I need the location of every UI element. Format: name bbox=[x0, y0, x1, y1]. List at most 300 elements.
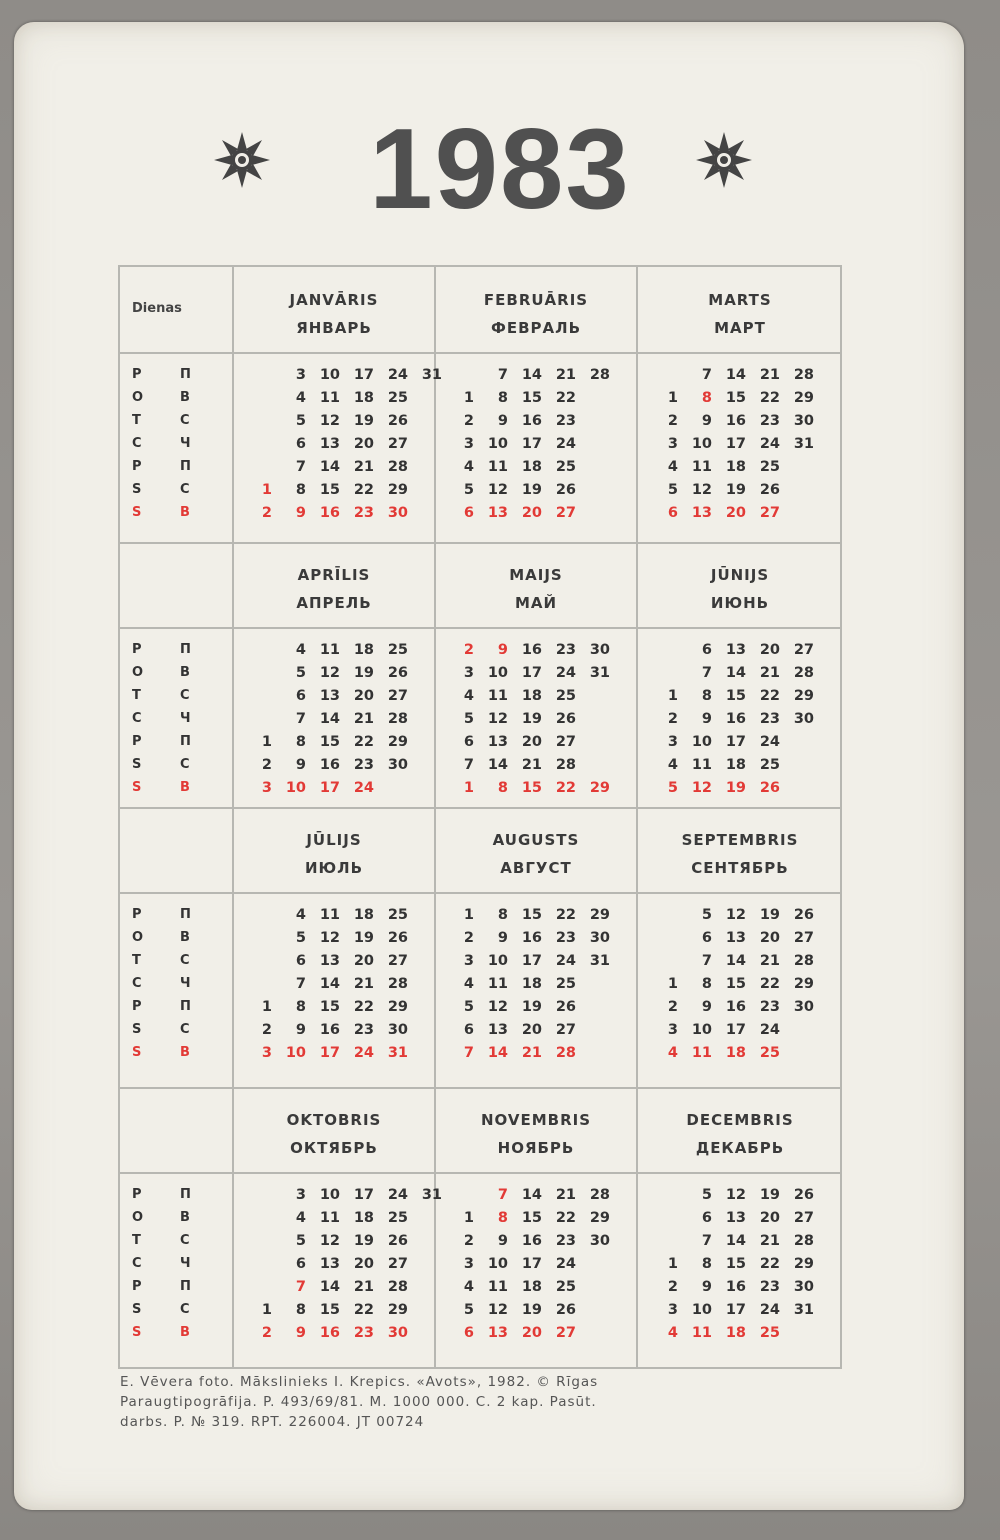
day-number: 26 bbox=[555, 482, 576, 498]
day-number: 12 bbox=[487, 1302, 508, 1318]
day-number: 30 bbox=[387, 1325, 408, 1341]
week-row bbox=[652, 1022, 848, 1042]
day-number: 11 bbox=[319, 1210, 340, 1226]
grid-divider bbox=[120, 627, 840, 629]
day-number: 25 bbox=[555, 459, 576, 475]
week-row bbox=[448, 642, 644, 662]
day-number: 13 bbox=[691, 505, 712, 521]
weekday-lv: S bbox=[132, 1325, 142, 1340]
day-number: 7 bbox=[701, 953, 712, 969]
month-name-lv: OKTOBRIS bbox=[286, 1111, 382, 1129]
day-number: 25 bbox=[387, 642, 408, 658]
day-number: 20 bbox=[759, 642, 780, 658]
day-number: 19 bbox=[353, 1233, 374, 1249]
week-row bbox=[448, 1256, 644, 1276]
week-row bbox=[652, 482, 848, 502]
day-number: 5 bbox=[667, 482, 678, 498]
day-number: 21 bbox=[759, 367, 780, 383]
day-number: 27 bbox=[793, 930, 814, 946]
week-row bbox=[246, 642, 442, 662]
day-number: 7 bbox=[497, 367, 508, 383]
day-number: 3 bbox=[667, 734, 678, 750]
day-number: 13 bbox=[487, 505, 508, 521]
month-name-ru: ДЕКАБРЬ bbox=[695, 1139, 785, 1157]
day-number: 4 bbox=[667, 1045, 678, 1061]
day-number: 26 bbox=[793, 1187, 814, 1203]
day-number: 28 bbox=[793, 1233, 814, 1249]
weekday-label bbox=[120, 688, 200, 708]
day-number: 6 bbox=[463, 1325, 474, 1341]
day-number: 13 bbox=[487, 1325, 508, 1341]
day-number: 8 bbox=[701, 688, 712, 704]
weekday-ru: П bbox=[180, 367, 191, 382]
day-number: 11 bbox=[487, 976, 508, 992]
day-number: 29 bbox=[387, 999, 408, 1015]
month-name-lv: NOVEMBRIS bbox=[480, 1111, 592, 1129]
weekday-ru: П bbox=[180, 642, 191, 657]
day-number: 28 bbox=[387, 976, 408, 992]
day-number: 25 bbox=[759, 1045, 780, 1061]
day-number: 18 bbox=[353, 1210, 374, 1226]
weekday-lv: P bbox=[132, 1187, 142, 1202]
day-number: 2 bbox=[261, 1022, 272, 1038]
day-number: 24 bbox=[555, 436, 576, 452]
week-row bbox=[246, 1233, 442, 1253]
day-number: 27 bbox=[387, 436, 408, 452]
weekday-ru: С bbox=[180, 1302, 190, 1317]
day-number: 12 bbox=[725, 907, 746, 923]
day-number: 6 bbox=[667, 505, 678, 521]
day-number: 11 bbox=[487, 1279, 508, 1295]
day-number: 27 bbox=[387, 1256, 408, 1272]
weekday-label bbox=[120, 907, 200, 927]
weekday-label bbox=[120, 459, 200, 479]
day-number: 21 bbox=[555, 1187, 576, 1203]
day-number: 8 bbox=[295, 482, 306, 498]
day-number: 5 bbox=[463, 999, 474, 1015]
day-number: 7 bbox=[701, 1233, 712, 1249]
day-number: 26 bbox=[555, 711, 576, 727]
day-number: 6 bbox=[295, 1256, 306, 1272]
week-row bbox=[246, 976, 442, 996]
week-row bbox=[652, 1302, 848, 1322]
day-number: 10 bbox=[319, 367, 340, 383]
weekday-label bbox=[120, 482, 200, 502]
day-number: 16 bbox=[521, 930, 542, 946]
day-number: 27 bbox=[759, 505, 780, 521]
month-name-lv: JŪNIJS bbox=[710, 566, 770, 584]
weekday-ru: С bbox=[180, 757, 190, 772]
sun-ornament-icon bbox=[694, 130, 754, 190]
day-number: 4 bbox=[295, 390, 306, 406]
week-row bbox=[246, 757, 442, 777]
day-number: 11 bbox=[487, 688, 508, 704]
day-number: 4 bbox=[295, 1210, 306, 1226]
grid-divider bbox=[120, 352, 840, 354]
day-number: 10 bbox=[487, 665, 508, 681]
day-number: 3 bbox=[667, 1022, 678, 1038]
day-number: 11 bbox=[691, 757, 712, 773]
week-row bbox=[448, 505, 644, 525]
day-number: 20 bbox=[759, 1210, 780, 1226]
week-row bbox=[652, 999, 848, 1019]
day-number: 5 bbox=[295, 1233, 306, 1249]
day-number: 12 bbox=[319, 413, 340, 429]
weekday-lv: O bbox=[132, 1210, 144, 1225]
day-number: 7 bbox=[463, 757, 474, 773]
day-number: 12 bbox=[691, 780, 712, 796]
day-number: 31 bbox=[589, 953, 610, 969]
weekday-label bbox=[120, 976, 200, 996]
month-name-lv: JŪLIJS bbox=[306, 831, 362, 849]
day-number: 7 bbox=[295, 1279, 306, 1295]
week-row bbox=[448, 436, 644, 456]
day-number: 17 bbox=[353, 1187, 374, 1203]
day-number: 22 bbox=[353, 734, 374, 750]
day-number: 21 bbox=[759, 665, 780, 681]
weekday-lv: S bbox=[132, 1022, 142, 1037]
day-number: 9 bbox=[701, 999, 712, 1015]
day-number: 28 bbox=[387, 711, 408, 727]
weekday-lv: T bbox=[132, 1233, 141, 1248]
imprint-line: darbs. P. № 319. RPT. 226004. JT 00724 bbox=[120, 1414, 425, 1430]
day-number: 4 bbox=[667, 459, 678, 475]
week-row bbox=[448, 757, 644, 777]
day-number: 1 bbox=[667, 1256, 678, 1272]
weekday-lv: S bbox=[132, 482, 142, 497]
weekday-label bbox=[120, 1022, 200, 1042]
week-row bbox=[246, 1279, 442, 1299]
month-name-ru: АВГУСТ bbox=[500, 859, 572, 877]
weekday-ru: П bbox=[180, 999, 191, 1014]
day-number: 8 bbox=[497, 1210, 508, 1226]
day-number: 12 bbox=[487, 711, 508, 727]
weekday-lv: O bbox=[132, 390, 144, 405]
week-row bbox=[246, 688, 442, 708]
month-header bbox=[234, 291, 434, 337]
day-number: 3 bbox=[261, 1045, 272, 1061]
weekday-label bbox=[120, 1210, 200, 1230]
day-number: 30 bbox=[793, 999, 814, 1015]
week-row bbox=[448, 907, 644, 927]
weekday-label bbox=[120, 734, 200, 754]
week-row bbox=[652, 642, 848, 662]
day-number: 26 bbox=[387, 1233, 408, 1249]
day-number: 25 bbox=[387, 390, 408, 406]
month-name-ru: МАРТ bbox=[714, 319, 766, 337]
day-number: 28 bbox=[589, 1187, 610, 1203]
weekday-label bbox=[120, 1187, 200, 1207]
day-number: 25 bbox=[387, 907, 408, 923]
day-number: 14 bbox=[521, 1187, 542, 1203]
week-row bbox=[448, 734, 644, 754]
week-row bbox=[448, 482, 644, 502]
weekday-ru: П bbox=[180, 1279, 191, 1294]
day-number: 12 bbox=[691, 482, 712, 498]
day-number: 26 bbox=[555, 1302, 576, 1318]
day-number: 14 bbox=[725, 665, 746, 681]
day-number: 29 bbox=[387, 734, 408, 750]
day-number: 14 bbox=[725, 1233, 746, 1249]
day-number: 3 bbox=[463, 953, 474, 969]
weekday-ru: В bbox=[180, 665, 190, 680]
day-number: 1 bbox=[261, 999, 272, 1015]
day-number: 14 bbox=[487, 1045, 508, 1061]
weekday-label bbox=[120, 711, 200, 731]
week-row bbox=[652, 1187, 848, 1207]
week-row bbox=[652, 413, 848, 433]
day-number: 5 bbox=[463, 1302, 474, 1318]
day-number: 30 bbox=[589, 642, 610, 658]
day-number: 11 bbox=[691, 1325, 712, 1341]
weekday-lv: T bbox=[132, 953, 141, 968]
month-name-lv: APRĪLIS bbox=[297, 566, 371, 584]
week-row bbox=[652, 976, 848, 996]
weekday-lv: C bbox=[132, 436, 142, 451]
day-number: 23 bbox=[759, 413, 780, 429]
day-number: 25 bbox=[387, 1210, 408, 1226]
day-number: 28 bbox=[793, 665, 814, 681]
week-row bbox=[448, 390, 644, 410]
day-number: 27 bbox=[555, 505, 576, 521]
day-number: 30 bbox=[387, 757, 408, 773]
day-number: 6 bbox=[463, 505, 474, 521]
day-number: 30 bbox=[589, 930, 610, 946]
day-number: 5 bbox=[463, 711, 474, 727]
day-number: 15 bbox=[521, 1210, 542, 1226]
day-number: 25 bbox=[759, 459, 780, 475]
weekday-ru: С bbox=[180, 482, 190, 497]
day-number: 24 bbox=[387, 1187, 408, 1203]
days-header: Dienas bbox=[132, 301, 182, 316]
day-number: 15 bbox=[725, 1256, 746, 1272]
day-number: 9 bbox=[701, 1279, 712, 1295]
day-number: 24 bbox=[387, 367, 408, 383]
day-number: 16 bbox=[725, 1279, 746, 1295]
day-number: 15 bbox=[319, 1302, 340, 1318]
month-header bbox=[436, 566, 636, 612]
day-number: 2 bbox=[667, 1279, 678, 1295]
day-number: 13 bbox=[319, 953, 340, 969]
week-row bbox=[448, 1233, 644, 1253]
weekday-lv: P bbox=[132, 1279, 142, 1294]
day-number: 17 bbox=[521, 436, 542, 452]
weekday-label bbox=[120, 367, 200, 387]
day-number: 24 bbox=[555, 665, 576, 681]
week-row bbox=[448, 1210, 644, 1230]
day-number: 18 bbox=[521, 688, 542, 704]
day-number: 30 bbox=[387, 1022, 408, 1038]
week-row bbox=[652, 1210, 848, 1230]
weekday-label bbox=[120, 1045, 200, 1065]
day-number: 19 bbox=[759, 907, 780, 923]
day-number: 23 bbox=[759, 1279, 780, 1295]
day-number: 26 bbox=[387, 930, 408, 946]
month-name-lv: MAIJS bbox=[509, 566, 563, 584]
week-row bbox=[448, 1325, 644, 1345]
month-header bbox=[436, 291, 636, 337]
day-number: 28 bbox=[793, 953, 814, 969]
day-number: 27 bbox=[387, 953, 408, 969]
day-number: 1 bbox=[667, 688, 678, 704]
month-name-lv: AUGUSTS bbox=[492, 831, 580, 849]
grid-divider bbox=[120, 892, 840, 894]
day-number: 19 bbox=[353, 930, 374, 946]
month-name-ru: СЕНТЯБРЬ bbox=[691, 859, 789, 877]
weekday-label bbox=[120, 757, 200, 777]
day-number: 9 bbox=[497, 1233, 508, 1249]
day-number: 3 bbox=[295, 367, 306, 383]
week-row bbox=[246, 1045, 442, 1065]
day-number: 16 bbox=[521, 413, 542, 429]
weekday-ru: С bbox=[180, 953, 190, 968]
weekday-lv: T bbox=[132, 413, 141, 428]
week-row bbox=[652, 734, 848, 754]
day-number: 21 bbox=[555, 367, 576, 383]
day-number: 6 bbox=[295, 953, 306, 969]
day-number: 23 bbox=[353, 1325, 374, 1341]
day-number: 15 bbox=[521, 780, 542, 796]
week-row bbox=[246, 413, 442, 433]
day-number: 11 bbox=[487, 459, 508, 475]
day-number: 11 bbox=[691, 1045, 712, 1061]
day-number: 8 bbox=[497, 780, 508, 796]
week-row bbox=[246, 780, 442, 800]
week-row bbox=[652, 757, 848, 777]
day-number: 9 bbox=[497, 642, 508, 658]
week-row bbox=[652, 907, 848, 927]
day-number: 10 bbox=[319, 1187, 340, 1203]
weekday-lv: P bbox=[132, 642, 142, 657]
day-number: 3 bbox=[667, 1302, 678, 1318]
day-number: 26 bbox=[387, 665, 408, 681]
month-header bbox=[234, 831, 434, 877]
weekday-label bbox=[120, 413, 200, 433]
weekday-ru: С bbox=[180, 413, 190, 428]
day-number: 14 bbox=[319, 976, 340, 992]
day-number: 9 bbox=[295, 505, 306, 521]
day-number: 19 bbox=[521, 999, 542, 1015]
week-row bbox=[246, 734, 442, 754]
week-row bbox=[246, 930, 442, 950]
weekday-label bbox=[120, 1279, 200, 1299]
weekday-lv: P bbox=[132, 999, 142, 1014]
day-number: 2 bbox=[261, 757, 272, 773]
day-number: 4 bbox=[295, 907, 306, 923]
day-number: 6 bbox=[463, 1022, 474, 1038]
day-number: 24 bbox=[555, 1256, 576, 1272]
day-number: 18 bbox=[725, 1045, 746, 1061]
day-number: 29 bbox=[793, 688, 814, 704]
month-name-ru: ФЕВРАЛЬ bbox=[490, 319, 582, 337]
week-row bbox=[448, 999, 644, 1019]
weekday-lv: S bbox=[132, 1302, 142, 1317]
day-number: 8 bbox=[701, 1256, 712, 1272]
day-number: 18 bbox=[521, 459, 542, 475]
day-number: 12 bbox=[319, 1233, 340, 1249]
day-number: 16 bbox=[725, 999, 746, 1015]
day-number: 19 bbox=[759, 1187, 780, 1203]
weekday-ru: С bbox=[180, 1233, 190, 1248]
day-number: 1 bbox=[463, 907, 474, 923]
day-number: 9 bbox=[701, 711, 712, 727]
day-number: 15 bbox=[319, 482, 340, 498]
day-number: 2 bbox=[667, 413, 678, 429]
week-row bbox=[652, 390, 848, 410]
day-number: 12 bbox=[319, 930, 340, 946]
day-number: 4 bbox=[463, 976, 474, 992]
month-header bbox=[234, 1111, 434, 1157]
month-name-ru: ИЮЛЬ bbox=[304, 859, 364, 877]
day-number: 2 bbox=[261, 1325, 272, 1341]
week-row bbox=[246, 1325, 442, 1345]
day-number: 30 bbox=[793, 711, 814, 727]
day-number: 18 bbox=[725, 1325, 746, 1341]
day-number: 3 bbox=[463, 665, 474, 681]
day-number: 14 bbox=[319, 459, 340, 475]
day-number: 5 bbox=[667, 780, 678, 796]
week-row bbox=[652, 930, 848, 950]
week-row bbox=[246, 665, 442, 685]
day-number: 2 bbox=[667, 999, 678, 1015]
day-number: 12 bbox=[319, 665, 340, 681]
month-name-lv: SEPTEMBRIS bbox=[681, 831, 799, 849]
day-number: 4 bbox=[295, 642, 306, 658]
day-number: 17 bbox=[521, 953, 542, 969]
day-number: 31 bbox=[793, 436, 814, 452]
weekday-lv: S bbox=[132, 505, 142, 520]
day-number: 24 bbox=[759, 1302, 780, 1318]
weekday-label bbox=[120, 780, 200, 800]
weekday-lv: P bbox=[132, 459, 142, 474]
week-row bbox=[448, 1022, 644, 1042]
weekday-label bbox=[120, 436, 200, 456]
week-row bbox=[448, 1045, 644, 1065]
day-number: 22 bbox=[759, 976, 780, 992]
day-number: 13 bbox=[725, 1210, 746, 1226]
day-number: 23 bbox=[353, 505, 374, 521]
day-number: 17 bbox=[725, 436, 746, 452]
day-number: 4 bbox=[667, 1325, 678, 1341]
week-row bbox=[448, 367, 644, 387]
day-number: 13 bbox=[319, 1256, 340, 1272]
week-row bbox=[246, 436, 442, 456]
day-number: 18 bbox=[353, 642, 374, 658]
week-row bbox=[448, 1279, 644, 1299]
day-number: 7 bbox=[295, 459, 306, 475]
month-name-ru: МАЙ bbox=[514, 594, 558, 612]
day-number: 17 bbox=[319, 1045, 340, 1061]
day-number: 8 bbox=[497, 907, 508, 923]
week-row bbox=[246, 505, 442, 525]
day-number: 23 bbox=[555, 1233, 576, 1249]
month-header bbox=[234, 566, 434, 612]
day-number: 8 bbox=[701, 390, 712, 406]
day-number: 26 bbox=[793, 907, 814, 923]
week-row bbox=[652, 459, 848, 479]
day-number: 28 bbox=[387, 1279, 408, 1295]
day-number: 16 bbox=[725, 711, 746, 727]
weekday-ru: Ч bbox=[180, 976, 191, 991]
day-number: 29 bbox=[793, 390, 814, 406]
month-name-lv: MARTS bbox=[708, 291, 772, 309]
weekday-lv: C bbox=[132, 711, 142, 726]
day-number: 29 bbox=[589, 907, 610, 923]
weekday-ru: В bbox=[180, 390, 190, 405]
day-number: 22 bbox=[759, 1256, 780, 1272]
day-number: 13 bbox=[725, 930, 746, 946]
day-number: 24 bbox=[759, 1022, 780, 1038]
